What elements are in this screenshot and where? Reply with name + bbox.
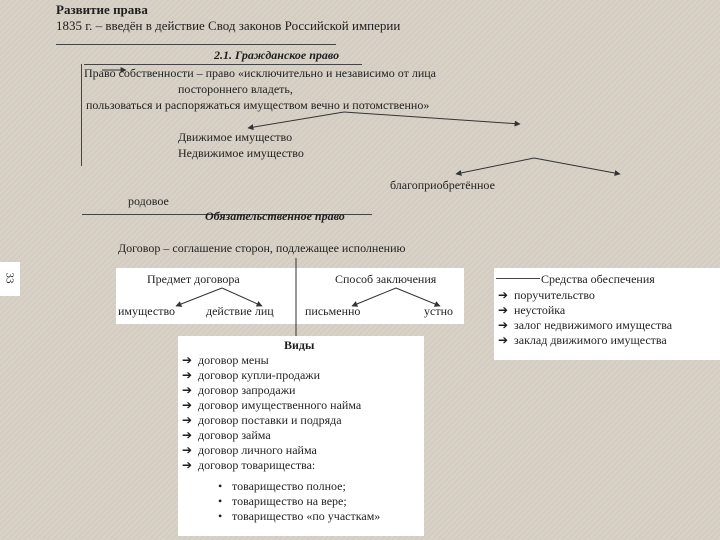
arrow-to-subject-property	[176, 288, 222, 306]
ownership-definition-line2: постороннего владеть,	[178, 82, 293, 96]
bullet-icon: •	[218, 494, 223, 508]
subject-item-property: имущество	[118, 304, 176, 318]
contract-type-item: ➔ договор поставки и подряда	[182, 413, 342, 427]
movable-property: Движимое имущество	[178, 130, 293, 144]
acquired-property: благоприобретённое	[390, 178, 495, 192]
security-item: ➔ заклад движимого имущества	[498, 333, 667, 347]
arrow-right-icon: ➔	[182, 443, 193, 457]
arrow-right-icon: ➔	[498, 333, 509, 347]
ancestral-property: родовое	[128, 194, 169, 208]
page-number: 33	[3, 272, 16, 284]
security-item: ➔ неустойка	[498, 303, 566, 317]
contract-type-item: ➔ договор личного найма	[182, 443, 317, 457]
contract-type-item: ➔ договор займа	[182, 428, 271, 442]
arrow-right-icon: ➔	[182, 368, 193, 382]
arrow-right-icon: ➔	[498, 303, 509, 317]
bullet-icon: •	[218, 479, 223, 493]
contract-type-item: ➔ договор мены	[182, 353, 269, 367]
ownership-definition-line1: Право собственности – право «исключительно и независимо от лица	[84, 66, 437, 80]
contract-definition: Договор – соглашение сторон, подлежащее исполнению	[118, 241, 406, 255]
types-heading: Виды	[284, 338, 315, 352]
arrow-right-icon: ➔	[182, 383, 193, 397]
arrow-to-movable	[248, 112, 344, 128]
contract-type-item: ➔ договор имущественного найма	[182, 398, 362, 412]
arrow-to-method-oral	[396, 288, 440, 306]
arrow-right-icon: ➔	[182, 398, 193, 412]
contract-method: Способ заключения	[335, 272, 437, 286]
security-item: ➔ залог недвижимого имущества	[498, 318, 673, 332]
arrow-to-far-right	[534, 158, 620, 174]
contract-type-item: ➔ договор товарищества:	[182, 458, 316, 472]
contract-type-item: ➔ договор запродажи	[182, 383, 296, 397]
arrow-right-icon: ➔	[182, 458, 193, 472]
contract-security: Средства обеспечения	[541, 272, 655, 286]
page-subtitle: 1835 г. – введён в действие Свод законов Российской империи	[56, 18, 401, 33]
security-item: ➔ поручительство	[498, 288, 595, 302]
arrow-right-icon: ➔	[182, 413, 193, 427]
obligations-heading: Обязательственное право	[205, 209, 345, 223]
arrow-to-subject-actions	[222, 288, 262, 306]
arrow-right-icon: ➔	[498, 288, 509, 302]
civil-law-heading: 2.1. Гражданское право	[214, 48, 340, 62]
arrow-right-icon: ➔	[498, 318, 509, 332]
arrow-right-icon: ➔	[182, 353, 193, 367]
bullet-icon: •	[218, 509, 223, 523]
method-item-oral: устно	[424, 304, 453, 318]
contract-subject: Предмет договора	[147, 272, 240, 286]
arrow-to-method-written	[352, 288, 396, 306]
page-title: Развитие права	[56, 2, 148, 17]
partnership-item: • товарищество полное;	[218, 479, 346, 493]
subject-item-actions: действие лиц	[206, 304, 274, 318]
arrow-to-right-branch	[344, 112, 520, 124]
method-item-written: письменно	[305, 304, 361, 318]
contract-type-item: ➔ договор купли-продажи	[182, 368, 321, 382]
ownership-definition-line3: пользоваться и распоряжаться имуществом вечно и потомственно»	[86, 98, 430, 112]
arrow-to-acquired	[456, 158, 534, 174]
arrow-right-icon: ➔	[182, 428, 193, 442]
immovable-property: Недвижимое имущество	[178, 146, 304, 160]
partnership-item: • товарищество на вере;	[218, 494, 347, 508]
partnership-item: • товарищество «по участкам»	[218, 509, 381, 523]
